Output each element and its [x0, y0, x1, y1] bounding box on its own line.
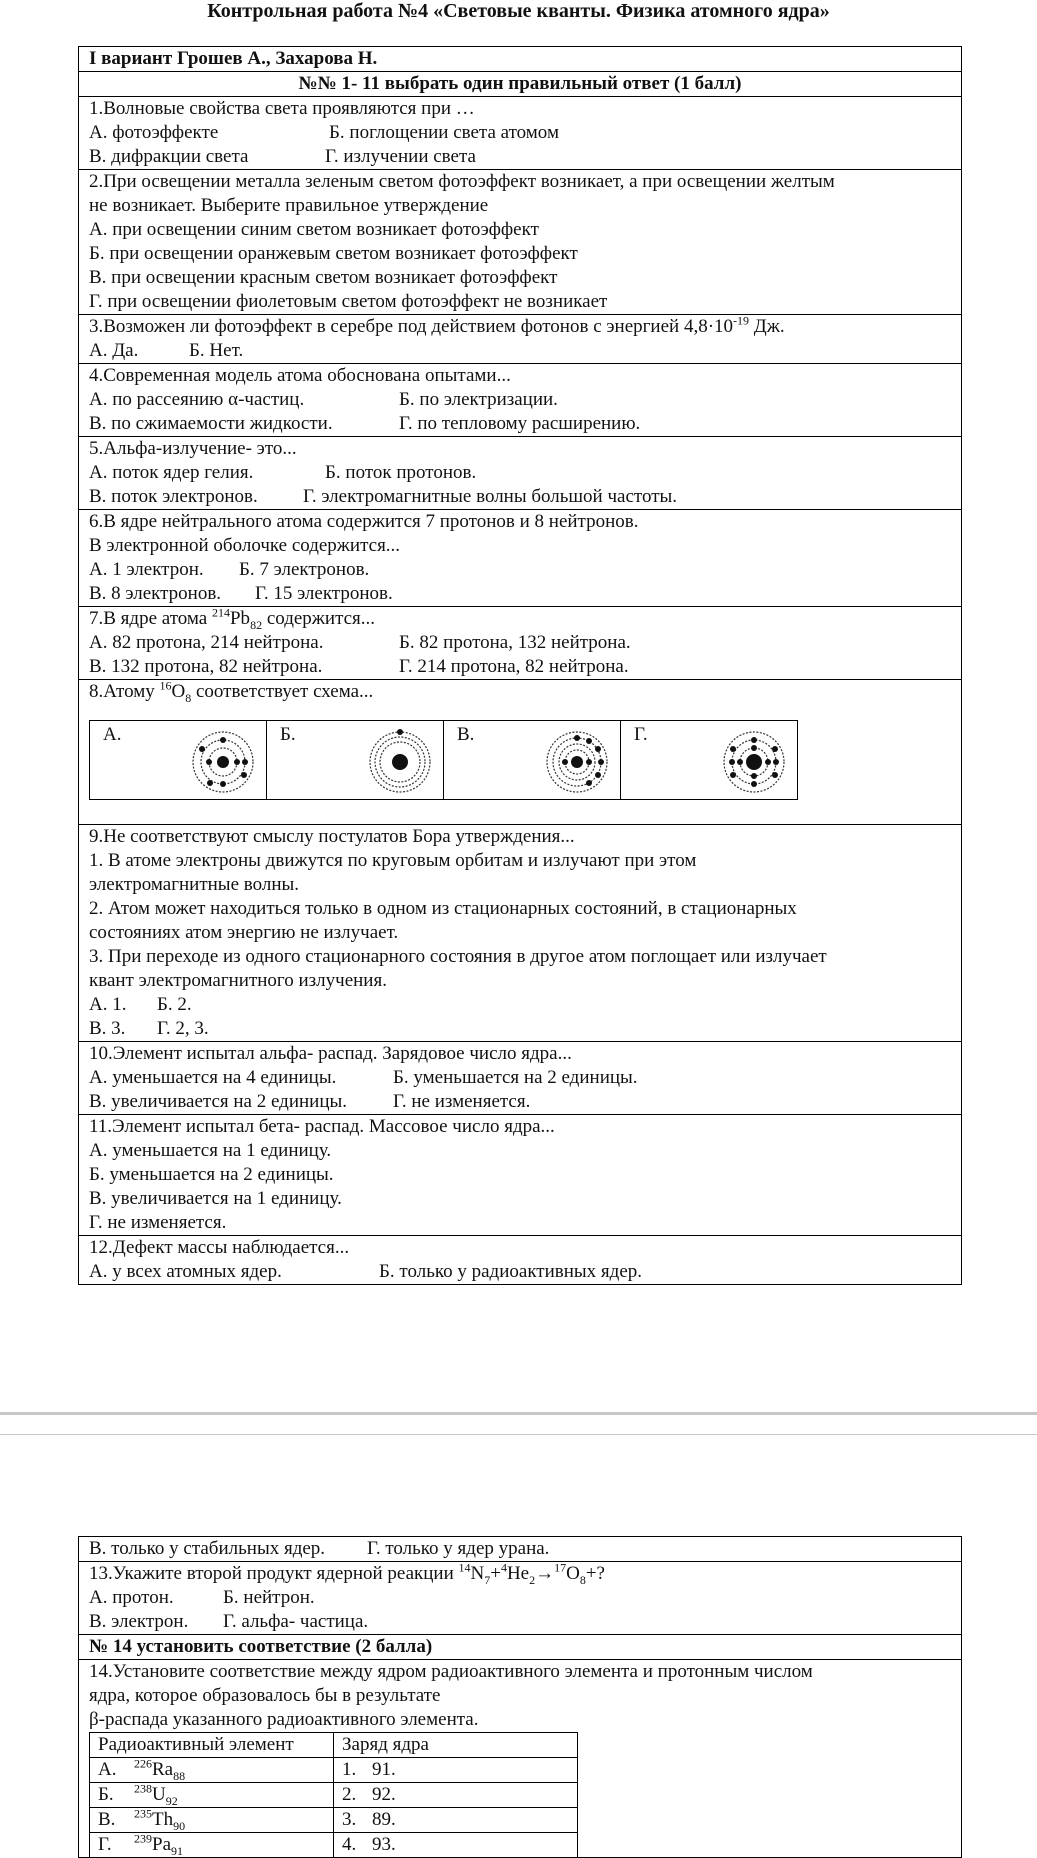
mass-number: 239 — [134, 1831, 152, 1846]
element-cell-a — [90, 1758, 334, 1783]
element-symbol: Pb — [229, 608, 251, 629]
charge-cell-4 — [334, 1833, 578, 1858]
charge-number: 7 — [484, 1572, 491, 1587]
charge-number: 8 — [185, 690, 192, 705]
atom-option-b — [267, 721, 444, 800]
charge-number: 91 — [171, 1843, 183, 1858]
column-header-charge: Заряд ядра — [334, 1733, 578, 1758]
option-a: А. поток ядер гелия. — [89, 462, 254, 483]
option-d: Г. не изменяется. — [89, 1212, 227, 1233]
question-text: 10.Элемент испытал альфа- распад. Зарядовое число ядра... — [89, 1043, 572, 1064]
option-b: Б. уменьшается на 2 единицы. — [393, 1067, 638, 1088]
charge-number: 90 — [173, 1818, 186, 1833]
instructions-header: №№ 1- 11 выбрать один правильный ответ (1 балл) — [79, 72, 962, 97]
option-label: В. — [457, 724, 475, 745]
option-a: А. 1 электрон. — [89, 559, 204, 580]
question-9 — [79, 825, 962, 1042]
question-text: 5.Альфа-излучение- это... — [89, 438, 297, 459]
question-14 — [79, 1660, 962, 1858]
option-d: Г. излучении света — [325, 146, 476, 167]
element-symbol: He — [506, 1563, 530, 1584]
option-label: Б. — [280, 724, 296, 745]
option-b: Б. только у радиоактивных ядер. — [379, 1261, 643, 1282]
option-a: А. фотоэффекте — [89, 122, 219, 143]
mass-number: 4 — [500, 1560, 507, 1575]
atom-diagram-icon — [190, 729, 256, 795]
reaction-tail: +? — [585, 1563, 605, 1584]
question-text: 12.Дефект массы наблюдается... — [89, 1237, 350, 1258]
charge-cell-2 — [334, 1783, 578, 1808]
mass-number: 226 — [134, 1756, 152, 1771]
question-10 — [79, 1042, 962, 1115]
question-3 — [79, 315, 962, 364]
atom-diagram-options — [89, 720, 798, 800]
question-text-end: содержится... — [262, 608, 376, 629]
question-text-unit: Дж. — [749, 316, 785, 337]
question-text: 14.Установите соответствие между ядром радиоактивного элемента и протонным числом — [89, 1661, 813, 1682]
matching-table — [89, 1732, 578, 1857]
mass-number: 214 — [211, 605, 230, 620]
charge-value: 93. — [372, 1834, 396, 1855]
row-number: 4. — [342, 1834, 357, 1855]
mass-number: 14 — [458, 1560, 471, 1575]
question-6 — [79, 510, 962, 607]
option-a: А. уменьшается на 1 единицу. — [89, 1140, 332, 1161]
element-symbol: O — [566, 1563, 580, 1584]
charge-number: 8 — [579, 1572, 586, 1587]
option-a: А. протон. — [89, 1587, 174, 1608]
question-text: 9.Не соответствуют смыслу постулатов Бора утверждения... — [89, 826, 575, 847]
question-text: 6.В ядре нейтрального атома содержится 7 протонов и 8 нейтронов. — [89, 511, 639, 532]
atom-diagram-icon — [721, 729, 787, 795]
question-13 — [79, 1562, 962, 1635]
question-5 — [79, 437, 962, 510]
section-2-header: № 14 установить соответствие (2 балла) — [79, 1635, 962, 1660]
row-number: 1. — [342, 1759, 357, 1780]
option-b: Б. поглощении света атомом — [329, 122, 559, 143]
option-a: А. при освещении синим светом возникает фотоэффект — [89, 219, 539, 240]
question-text: 13.Укажите второй продукт ядерной реакции — [89, 1563, 459, 1584]
reaction-arrow: → — [535, 1563, 555, 1584]
row-label: В. — [98, 1809, 116, 1830]
row-label: Б. — [98, 1784, 114, 1805]
row-number: 3. — [342, 1809, 357, 1830]
statement-2: 2. Атом может находиться только в одном из стационарных состояний, в стационарных — [89, 898, 797, 919]
row-label: Г. — [98, 1834, 112, 1855]
element-cell-v — [90, 1808, 334, 1833]
element-symbol: N — [470, 1563, 485, 1584]
charge-number: 2 — [529, 1572, 536, 1587]
option-c: В. электрон. — [89, 1611, 189, 1632]
question-7 — [79, 607, 962, 680]
option-c: В. поток электронов. — [89, 486, 258, 507]
statement-3-cont: квант электромагнитного излучения. — [89, 970, 387, 991]
option-a: А. 1. — [89, 994, 127, 1015]
option-c: В. 3. — [89, 1018, 126, 1039]
element-cell-g — [90, 1833, 334, 1858]
column-header-element: Радиоактивный элемент — [90, 1733, 334, 1758]
charge-value: 92. — [372, 1784, 396, 1805]
option-d: Г. альфа- частица. — [223, 1611, 369, 1632]
question-text: 8.Атому — [89, 681, 160, 702]
test-table-page2 — [78, 1536, 962, 1858]
charge-number: 92 — [165, 1793, 178, 1808]
option-b: Б. 2. — [157, 994, 192, 1015]
statement-2-cont: состояниях атом энергию не излучает. — [89, 922, 399, 943]
option-a: А. уменьшается на 4 единицы. — [89, 1067, 337, 1088]
question-text: 1.Волновые свойства света проявляются при … — [89, 98, 475, 119]
element-symbol: Th — [152, 1809, 174, 1830]
page-title: Контрольная работа №4 «Световые кванты. Физика атомного ядра» — [207, 0, 830, 22]
option-b: Б. уменьшается на 2 единицы. — [89, 1164, 334, 1185]
option-b: Б. Нет. — [189, 340, 244, 361]
charge-number: 88 — [173, 1768, 186, 1783]
option-c: В. по сжимаемости жидкости. — [89, 413, 333, 434]
charge-cell-3 — [334, 1808, 578, 1833]
option-b: Б. 7 электронов. — [239, 559, 370, 580]
charge-number: 82 — [250, 617, 263, 632]
question-text-cont2: β-распада указанного радиоактивного элемента. — [89, 1709, 479, 1730]
option-b: Б. по электризации. — [399, 389, 558, 410]
option-b: Б. поток протонов. — [325, 462, 477, 483]
option-a: А. 82 протона, 214 нейтрона. — [89, 632, 324, 653]
option-b: Б. нейтрон. — [223, 1587, 315, 1608]
mass-number: 235 — [134, 1806, 152, 1821]
element-cell-b — [90, 1783, 334, 1808]
option-d: Г. 214 протона, 82 нейтрона. — [399, 656, 629, 677]
option-d: Г. по тепловому расширению. — [399, 413, 641, 434]
question-4 — [79, 364, 962, 437]
row-number: 2. — [342, 1784, 357, 1805]
test-table-page1 — [78, 46, 962, 1285]
option-a: А. у всех атомных ядер. — [89, 1261, 282, 1282]
option-d: Г. не изменяется. — [393, 1091, 531, 1112]
charge-cell-1 — [334, 1758, 578, 1783]
variant-header: I вариант Грошев А., Захарова Н. — [79, 47, 962, 72]
option-label: Г. — [634, 724, 648, 745]
option-d: Г. при освещении фиолетовым светом фотоэффект не возникает — [89, 291, 608, 312]
question-text: 2.При освещении металла зеленым светом фотоэффект возникает, а при освещении желтым — [89, 171, 835, 192]
charge-value: 91. — [372, 1759, 396, 1780]
page-separator-thin — [0, 1434, 1037, 1435]
element-symbol: Pa — [152, 1834, 171, 1855]
statement-1-cont: электромагнитные волны. — [89, 874, 300, 895]
option-d: Г. электромагнитные волны большой частоты. — [303, 486, 678, 507]
atom-option-a — [90, 721, 267, 800]
question-text-cont: не возникает. Выберите правильное утверждение — [89, 195, 489, 216]
plus-sign: + — [490, 1563, 501, 1584]
option-c: В. 132 протона, 82 нейтрона. — [89, 656, 323, 677]
question-text-cont: ядра, которое образовалось бы в результате — [89, 1685, 441, 1706]
option-d: Г. только у ядер урана. — [367, 1538, 550, 1559]
question-text: 11.Элемент испытал бета- распад. Массовое число ядра... — [89, 1116, 555, 1137]
question-text-cont: В электронной оболочке содержится... — [89, 535, 401, 556]
exponent: -19 — [733, 313, 750, 328]
element-symbol: Ra — [152, 1759, 174, 1780]
option-c: В. увеличивается на 2 единицы. — [89, 1091, 348, 1112]
atom-option-g — [621, 721, 798, 800]
element-symbol: U — [152, 1784, 166, 1805]
option-b: Б. при освещении оранжевым светом возникает фотоэффект — [89, 243, 578, 264]
charge-value: 89. — [372, 1809, 396, 1830]
question-8 — [79, 680, 962, 825]
option-label: А. — [103, 724, 122, 745]
option-b: Б. 82 протона, 132 нейтрона. — [399, 632, 631, 653]
question-text-end: соответствует схема... — [191, 681, 374, 702]
statement-1: 1. В атоме электроны движутся по круговым орбитам и излучают при этом — [89, 850, 697, 871]
question-12 — [79, 1236, 962, 1285]
mass-number: 16 — [159, 678, 172, 693]
option-a: А. по рассеянию α-частиц. — [89, 389, 305, 410]
atom-option-v — [444, 721, 621, 800]
question-text: 7.В ядре атома — [89, 608, 212, 629]
option-c: В. только у стабильных ядер. — [89, 1538, 326, 1559]
atom-diagram-icon — [544, 729, 610, 795]
question-11 — [79, 1115, 962, 1236]
element-symbol: O — [171, 681, 186, 702]
page-separator — [0, 1412, 1037, 1415]
mass-number: 238 — [134, 1781, 152, 1796]
option-c: В. увеличивается на 1 единицу. — [89, 1188, 342, 1209]
question-text: 4.Современная модель атома обоснована опытами... — [89, 365, 511, 386]
option-c: В. дифракции света — [89, 146, 249, 167]
question-2 — [79, 170, 962, 315]
row-label: А. — [98, 1759, 117, 1780]
question-1 — [79, 97, 962, 170]
option-a: А. Да. — [89, 340, 139, 361]
option-c: В. при освещении красным светом возникает фотоэффект — [89, 267, 558, 288]
mass-number: 17 — [554, 1560, 567, 1575]
question-text: 3.Возможен ли фотоэффект в серебре под действием фотонов с энергией 4,8·10 — [89, 316, 734, 337]
option-c: В. 8 электронов. — [89, 583, 222, 604]
option-d: Г. 2, 3. — [157, 1018, 209, 1039]
atom-diagram-icon — [367, 729, 433, 795]
option-d: Г. 15 электронов. — [255, 583, 393, 604]
statement-3: 3. При переходе из одного стационарного состояния в другое атом поглощает или излучает — [89, 946, 827, 967]
question-12-cont — [79, 1537, 962, 1562]
